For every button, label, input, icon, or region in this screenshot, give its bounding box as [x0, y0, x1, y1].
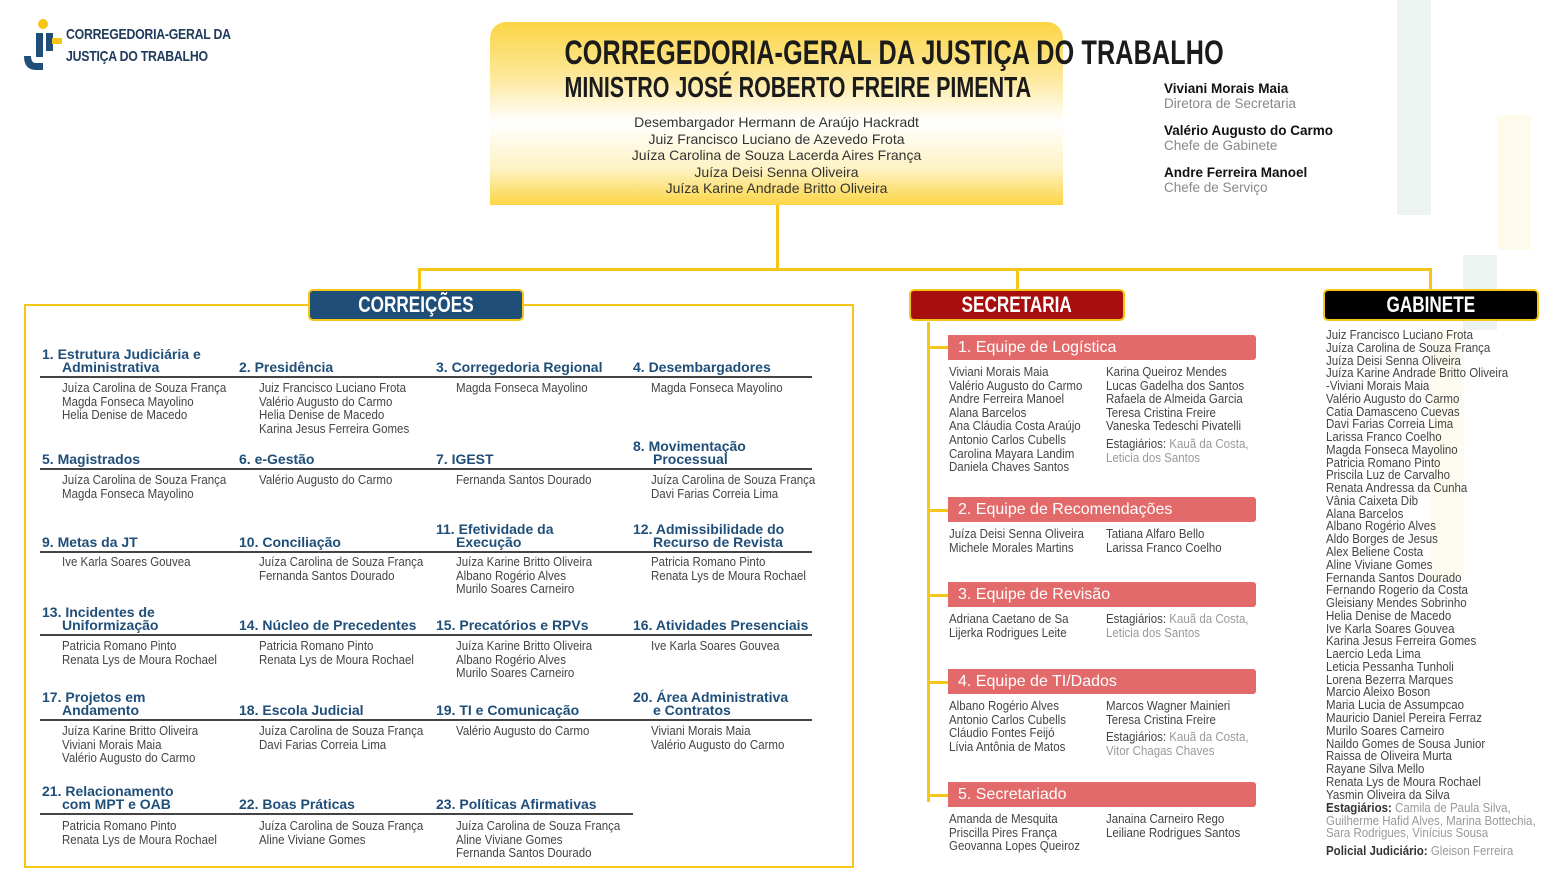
correicao-title-line: 21. Relacionamento — [42, 783, 174, 799]
person-name: Rafaela de Almeida Garcia — [1106, 392, 1243, 407]
gabinete-person: Larissa Franco Coelho — [1326, 430, 1442, 445]
gabinete-person: Marcio Aleixo Boson — [1326, 685, 1431, 700]
team-members-right — [1106, 700, 1249, 758]
correicao-title-line: 15. Precatórios e RPVs — [436, 617, 589, 633]
correicao-divider — [436, 634, 633, 636]
staff-entry — [1164, 123, 1333, 153]
gabinete-estag: Sara Rodrigues, Vinícius Sousa — [1326, 826, 1489, 840]
gabinete-estag: Camila de Paula Silva, — [1395, 801, 1511, 815]
person-name: Juíza Karine Britto Oliveira — [62, 724, 199, 738]
person-name: Fernanda Santos Dourado — [456, 846, 592, 860]
person-name: Juiz Francisco Luciano Frota — [259, 381, 407, 395]
correicao-title-line: 11. Efetividade da — [436, 521, 554, 537]
team-estagiarios — [1106, 613, 1249, 640]
person-name: Magda Fonseca Mayolino — [62, 486, 194, 501]
person-name: Renata Lys de Moura Rochael — [259, 652, 414, 667]
person-name: Andre Ferreira Manoel — [949, 392, 1065, 407]
logo-line2: JUSTIÇA DO TRABALHO — [66, 48, 208, 65]
team-title: 5. Secretariado — [948, 782, 1256, 807]
gabinete-person: Juíza Deisi Senna Oliveira — [1326, 353, 1461, 368]
correicao-divider — [40, 551, 239, 553]
person-name: Helia Denise de Macedo — [259, 408, 385, 422]
gabinete-person: Helia Denise de Macedo — [1326, 608, 1452, 623]
correicao-title-line: 8. Movimentação — [633, 438, 746, 454]
gabinete-estag: Guilherme Hafid Alves, Marina Bottechia, — [1326, 813, 1536, 828]
correicao-people — [651, 382, 783, 396]
person-name: Viviani Morais Maia — [949, 365, 1049, 379]
person-name: Viviani Morais Maia — [62, 737, 162, 752]
person-name: Daniela Chaves Santos — [949, 460, 1070, 475]
estag-name: Leticia dos Santos — [1106, 625, 1200, 640]
secretaria-label: SECRETARIA — [961, 292, 1073, 317]
correicao-divider — [238, 813, 436, 815]
connector-line — [418, 268, 1432, 271]
person-name: Valério Augusto do Carmo — [62, 751, 196, 765]
correicao-title-line: 12. Admissibilidade do — [633, 521, 785, 537]
gabinete-person: Ive Karla Soares Gouvea — [1326, 621, 1455, 636]
correicao-people — [651, 556, 806, 583]
person-name: Carolina Mayara Landim — [949, 446, 1075, 461]
gabinete-person: Vânia Caixeta Dib — [1326, 493, 1419, 508]
correicao-title-line: 9. Metas da JT — [42, 534, 138, 550]
gabinete-person: Catia Damasceno Cuevas — [1326, 404, 1460, 419]
person-name: Magda Fonseca Mayolino — [651, 381, 783, 395]
correicao-title — [633, 691, 788, 717]
correicao-title — [436, 361, 602, 374]
correicao-title — [42, 453, 140, 466]
team-estagiarios — [1106, 731, 1249, 758]
person-name: Fernanda Santos Dourado — [456, 473, 592, 487]
correicao-people — [456, 474, 592, 488]
correicao-title — [633, 361, 771, 374]
estag-name: Kauã da Costa, — [1166, 436, 1249, 451]
gabinete-person: Albano Rogério Alves — [1326, 519, 1436, 534]
person-name: Aline Viviane Gomes — [456, 832, 563, 847]
person-name: Valério Augusto do Carmo — [259, 473, 393, 487]
gabinete-person: Fernando Rogerio da Costa — [1326, 583, 1468, 598]
correicao-title — [239, 619, 416, 632]
gabinete-person: Juíza Carolina de Souza França — [1326, 340, 1491, 355]
person-name: Helia Denise de Macedo — [62, 408, 188, 422]
person-name: Albano Rogério Alves — [456, 652, 566, 667]
person-name: Karina Queiroz Mendes — [1106, 365, 1227, 379]
gabinete-estagiarios — [1326, 802, 1536, 840]
person-name: Juíza Deisi Senna Oliveira — [949, 527, 1084, 541]
correicao-divider — [436, 468, 633, 470]
person-name: Juíza Carolina de Souza França — [62, 473, 227, 487]
connector-line — [1016, 268, 1019, 290]
correicao-title — [436, 523, 554, 549]
correicao-title — [436, 704, 579, 717]
staff-entry — [1164, 81, 1296, 111]
correicao-title — [239, 704, 364, 717]
person-name: Alana Barcelos — [949, 405, 1027, 420]
team-members-left — [949, 813, 1080, 854]
staff-name: Viviani Morais Maia — [1164, 81, 1289, 96]
staff-role: Diretora de Secretaria — [1164, 96, 1297, 111]
correicao-title-line: 14. Núcleo de Precedentes — [239, 617, 417, 633]
person-name: Ana Cláudia Costa Araújo — [949, 419, 1081, 434]
gabinete-person: Laercio Leda Lima — [1326, 647, 1421, 662]
person-name: Priscilla Pires França — [949, 825, 1057, 840]
correicao-people — [651, 725, 784, 752]
correicao-title-line: 10. Conciliação — [239, 534, 341, 550]
team-members-right — [1106, 528, 1222, 555]
staff-role: Chefe de Serviço — [1164, 180, 1268, 195]
person-name: Lucas Gadelha dos Santos — [1106, 378, 1245, 393]
person-name: Larissa Franco Coelho — [1106, 540, 1222, 555]
gabinete-person: Priscila Luz de Carvalho — [1326, 468, 1451, 483]
correicao-divider — [632, 719, 812, 721]
person-name: Valério Augusto do Carmo — [259, 394, 393, 409]
person-name: Patricia Romano Pinto — [62, 819, 177, 833]
person-name: Murilo Soares Carneiro — [456, 666, 575, 680]
correicao-people — [62, 474, 226, 501]
logo-text — [66, 24, 231, 68]
gabinete-person: Rayane Silva Mello — [1326, 762, 1425, 777]
correicao-title — [239, 361, 333, 374]
estag-label: Estagiários: — [1106, 436, 1167, 451]
secretaria-branch — [927, 681, 949, 684]
correicao-title-line: 6. e-Gestão — [239, 451, 315, 467]
gabinete-person: Alana Barcelos — [1326, 506, 1404, 521]
correicao-title-line: 23. Políticas Afirmativas — [436, 796, 597, 812]
correicao-title — [239, 536, 341, 549]
gabinete-person: Alex Beliene Costa — [1326, 545, 1424, 560]
person-name: Karina Jesus Ferreira Gomes — [259, 421, 410, 436]
correicao-divider — [632, 468, 812, 470]
gabinete-person: Raissa de Oliveira Murta — [1326, 749, 1452, 764]
correicao-title — [42, 691, 146, 717]
person-name: Michele Morales Martins — [949, 540, 1074, 555]
gabinete-label: GABINETE — [1386, 292, 1476, 317]
estag-label: Estagiários: — [1106, 612, 1167, 626]
correicao-title-line: com MPT e OAB — [62, 796, 171, 812]
person-name: Patricia Romano Pinto — [62, 639, 177, 653]
header-member: Juíza Karine Andrade Britto Oliveira — [665, 180, 888, 196]
correicao-people — [259, 556, 423, 583]
person-name: Juíza Carolina de Souza França — [62, 381, 227, 395]
correicao-title-line: 22. Boas Práticas — [239, 796, 355, 812]
gabinete-person: Magda Fonseca Mayolino — [1326, 442, 1458, 457]
person-name: Aline Viviane Gomes — [259, 832, 366, 847]
correicao-divider — [238, 468, 436, 470]
gabinete-person: Renata Lys de Moura Rochael — [1326, 774, 1481, 789]
secretaria-branch — [927, 594, 949, 597]
decor-stripe-green — [1397, 0, 1431, 215]
estag-name: Vitor Chagas Chaves — [1106, 743, 1215, 758]
person-name: Davi Farias Correia Lima — [651, 486, 779, 501]
person-name: Teresa Cristina Freire — [1106, 405, 1216, 420]
person-name: Valério Augusto do Carmo — [651, 737, 785, 752]
person-name: Fernanda Santos Dourado — [259, 568, 395, 583]
correicao-divider — [40, 634, 239, 636]
correicao-people — [259, 474, 392, 488]
correicao-divider — [238, 376, 436, 378]
person-name: Juíza Karine Britto Oliveira — [456, 639, 593, 653]
person-name: Teresa Cristina Freire — [1106, 712, 1216, 727]
header-member: Juiz Francisco Luciano de Azevedo Frota — [648, 130, 905, 147]
staff-name: Andre Ferreira Manoel — [1164, 165, 1308, 180]
correicao-divider — [632, 551, 812, 553]
connector-line — [1429, 268, 1432, 290]
correicao-title-line: e Contratos — [653, 702, 731, 718]
correicao-people — [456, 640, 592, 681]
correicao-title-line: 20. Área Administrativa — [633, 689, 789, 705]
gabinete-person: Juiz Francisco Luciano Frota — [1326, 328, 1474, 342]
person-name: Leiliane Rodrigues Santos — [1106, 825, 1241, 840]
secretaria-pill — [909, 289, 1125, 321]
team-members-left — [949, 528, 1084, 555]
person-name: Juíza Karine Britto Oliveira — [456, 555, 593, 569]
person-name: Magda Fonseca Mayolino — [456, 381, 588, 395]
correicao-divider — [436, 551, 633, 553]
person-name: Patricia Romano Pinto — [651, 555, 766, 569]
correicao-title — [633, 619, 808, 632]
correicao-people — [456, 725, 589, 739]
correicao-people — [259, 725, 423, 752]
correicao-title-line: Execução — [456, 534, 522, 550]
person-name: Tatiana Alfaro Bello — [1106, 527, 1205, 541]
person-name: Adriana Caetano de Sa — [949, 612, 1069, 626]
person-name: Patricia Romano Pinto — [259, 639, 374, 653]
connector-line — [776, 205, 779, 269]
person-name: Valério Augusto do Carmo — [456, 724, 590, 738]
correicao-divider — [436, 376, 633, 378]
correicao-people — [62, 820, 217, 847]
correicao-divider — [632, 376, 812, 378]
gabinete-person: Mauricio Daniel Pereira Ferraz — [1326, 710, 1482, 725]
gabinete-person: Aline Viviane Gomes — [1326, 557, 1433, 572]
correicao-title-line: 16. Atividades Presenciais — [633, 617, 809, 633]
staff-entry — [1164, 165, 1307, 195]
person-name: Albano Rogério Alves — [456, 568, 566, 583]
person-name: Juíza Carolina de Souza França — [259, 724, 424, 738]
gabinete-person: Gleisiany Mendes Sobrinho — [1326, 596, 1467, 611]
staff-name: Valério Augusto do Carmo — [1164, 123, 1334, 138]
person-name: Cláudio Fontes Feijó — [949, 726, 1055, 741]
person-name: Ive Karla Soares Gouvea — [62, 555, 191, 569]
correicao-title-line: 4. Desembargadores — [633, 359, 771, 375]
person-name: Juíza Carolina de Souza França — [456, 819, 621, 833]
person-name: Antonio Carlos Cubells — [949, 432, 1066, 447]
header-subtitle: MINISTRO JOSÉ ROBERTO FREIRE PIMENTA — [564, 72, 1032, 104]
correicao-title — [42, 348, 201, 374]
header-member: Desembargador Hermann de Araújo Hackradt — [634, 114, 919, 130]
team-title: 2. Equipe de Recomendações — [948, 497, 1256, 522]
correicao-title — [42, 606, 158, 632]
team-members-left — [949, 613, 1069, 640]
correicao-people — [62, 725, 198, 766]
team-title: 4. Equipe de TI/Dados — [948, 669, 1256, 694]
secretaria-branch — [927, 509, 949, 512]
estag-name: Kauã da Costa, — [1166, 612, 1249, 626]
gabinete-pill — [1323, 289, 1539, 321]
gabinete-person: Murilo Soares Carneiro — [1326, 723, 1445, 738]
correicao-divider — [436, 813, 633, 815]
team-members-left — [949, 700, 1066, 754]
correicao-title — [436, 453, 494, 466]
header-member: Juíza Carolina de Souza Lacerda Aires França — [631, 147, 922, 163]
correicao-title-line: 13. Incidentes de — [42, 604, 155, 620]
gabinete-person: Renata Andressa da Cunha — [1326, 481, 1468, 496]
logo-line1: CORREGEDORIA-GERAL DA — [66, 26, 231, 43]
correicao-title-line: 17. Projetos em — [42, 689, 146, 705]
team-members-left — [949, 366, 1082, 475]
person-name: Amanda de Mesquita — [949, 812, 1058, 826]
correicao-people — [62, 640, 217, 667]
person-name: Juíza Carolina de Souza França — [651, 473, 816, 487]
secretaria-branch — [927, 794, 949, 797]
team-members-right — [1106, 366, 1249, 465]
correicao-title-line: Administrativa — [62, 359, 160, 375]
correicao-title-line: 2. Presidência — [239, 359, 334, 375]
correicao-people — [62, 382, 226, 423]
person-name: Janaina Carneiro Rego — [1106, 812, 1225, 826]
gabinete-person: -Viviani Morais Maia — [1326, 379, 1430, 394]
person-name: Vaneska Tedeschi Pivatelli — [1106, 419, 1242, 434]
header-title: CORREGEDORIA-GERAL DA JUSTIÇA DO TRABALHO — [564, 34, 1224, 72]
gabinete-person: Leticia Pessanha Tunholi — [1326, 659, 1454, 674]
correicao-people — [456, 820, 620, 861]
correicao-divider — [238, 551, 436, 553]
person-name: Juíza Carolina de Souza França — [259, 819, 424, 833]
person-name: Geovanna Lopes Queiroz — [949, 839, 1081, 854]
correicao-divider — [40, 813, 239, 815]
gabinete-list — [1326, 329, 1508, 801]
correicao-divider — [238, 634, 436, 636]
team-members-right — [1106, 813, 1240, 840]
secretaria-trunk — [927, 322, 930, 802]
correicoes-pill — [308, 289, 524, 321]
correicao-people — [456, 556, 592, 597]
correicao-title — [633, 523, 784, 549]
gabinete-person: Valério Augusto do Carmo — [1326, 391, 1460, 406]
correicao-title-line: 7. IGEST — [436, 451, 494, 467]
correicao-people — [651, 640, 779, 654]
person-name: Viviani Morais Maia — [651, 724, 751, 738]
correicao-people — [456, 382, 588, 396]
correicao-title — [436, 619, 589, 632]
estag-name: Kauã da Costa, — [1166, 730, 1249, 745]
person-name: Davi Farias Correia Lima — [259, 737, 387, 752]
gabinete-person: Aldo Borges de Jesus — [1326, 532, 1438, 547]
person-name: Antonio Carlos Cubells — [949, 712, 1066, 727]
correicao-divider — [40, 468, 239, 470]
correicao-people — [62, 556, 190, 570]
correicao-title-line: 18. Escola Judicial — [239, 702, 364, 718]
correicao-divider — [40, 719, 239, 721]
correicao-divider — [40, 376, 239, 378]
correicao-divider — [632, 634, 812, 636]
gabinete-person: Karina Jesus Ferreira Gomes — [1326, 634, 1477, 649]
gabinete-person: Patricia Romano Pinto — [1326, 455, 1441, 470]
header-members — [490, 114, 1063, 197]
person-name: Renata Lys de Moura Rochael — [651, 568, 806, 583]
correicao-title-line: Processual — [653, 451, 728, 467]
person-name: Renata Lys de Moura Rochael — [62, 652, 217, 667]
correicao-title-line: Andamento — [62, 702, 139, 718]
correicao-title — [42, 785, 174, 811]
correicao-title — [239, 453, 314, 466]
person-name: Juíza Carolina de Souza França — [259, 555, 424, 569]
gabinete-person: Naildo Gomes de Sousa Junior — [1326, 736, 1486, 751]
person-name: Lívia Antônia de Matos — [949, 739, 1066, 754]
correicao-people — [259, 820, 423, 847]
person-name: Marcos Wagner Mainieri — [1106, 699, 1231, 713]
correicao-title — [239, 798, 355, 811]
person-name: Renata Lys de Moura Rochael — [62, 832, 217, 847]
gabinete-policial-name: Gleison Ferreira — [1430, 844, 1514, 858]
correicao-divider — [238, 719, 436, 721]
team-title: 3. Equipe de Revisão — [948, 582, 1256, 607]
gabinete-person: Maria Lucia de Assumpcao — [1326, 698, 1465, 713]
gabinete-person: Yasmin Oliveira da Silva — [1326, 787, 1450, 802]
estag-label: Estagiários: — [1106, 730, 1167, 745]
person-name: Ive Karla Soares Gouvea — [651, 639, 780, 653]
person-name: Albano Rogério Alves — [949, 699, 1059, 713]
correicao-people — [651, 474, 815, 501]
person-name: Valério Augusto do Carmo — [949, 378, 1083, 393]
person-name: Murilo Soares Carneiro — [456, 582, 575, 596]
team-members-right — [1106, 613, 1249, 640]
correicao-title-line: 5. Magistrados — [42, 451, 141, 467]
person-name: Lijerka Rodrigues Leite — [949, 625, 1067, 640]
correicao-title-line: Recurso de Revista — [653, 534, 783, 550]
correicao-title — [436, 798, 597, 811]
gabinete-estag-label: Estagiários: — [1326, 801, 1392, 815]
correicao-divider — [436, 719, 633, 721]
correicao-people — [259, 382, 409, 436]
estag-name: Leticia dos Santos — [1106, 450, 1200, 465]
person-name: Magda Fonseca Mayolino — [62, 394, 194, 409]
decor-stripe-yellow — [1497, 115, 1531, 250]
staff-role: Chefe de Gabinete — [1164, 138, 1278, 153]
correicao-title-line: 19. TI e Comunicação — [436, 702, 580, 718]
correicao-title-line: 1. Estrutura Judiciária e — [42, 346, 201, 362]
correicoes-label: CORREIÇÕES — [358, 292, 474, 317]
logo-icon — [22, 18, 62, 72]
team-estagiarios — [1106, 438, 1249, 465]
header-member: Juíza Deisi Senna Oliveira — [694, 163, 859, 180]
gabinete-person: Fernanda Santos Dourado — [1326, 570, 1462, 585]
gabinete-policial-label: Policial Judiciário: — [1326, 844, 1428, 858]
secretaria-branch — [927, 346, 949, 349]
connector-line — [418, 268, 421, 290]
correicao-title — [633, 440, 746, 466]
gabinete-person: Lorena Bezerra Marques — [1326, 672, 1454, 687]
gabinete-policial — [1326, 845, 1513, 858]
gabinete-person: Davi Farias Correia Lima — [1326, 417, 1454, 432]
correicao-people — [259, 640, 414, 667]
correicao-title — [42, 536, 138, 549]
team-title: 1. Equipe de Logística — [948, 335, 1256, 360]
correicao-title-line: Uniformização — [62, 617, 159, 633]
correicao-title-line: 3. Corregedoria Regional — [436, 359, 603, 375]
gabinete-person: Juíza Karine Andrade Britto Oliveira — [1326, 366, 1509, 381]
